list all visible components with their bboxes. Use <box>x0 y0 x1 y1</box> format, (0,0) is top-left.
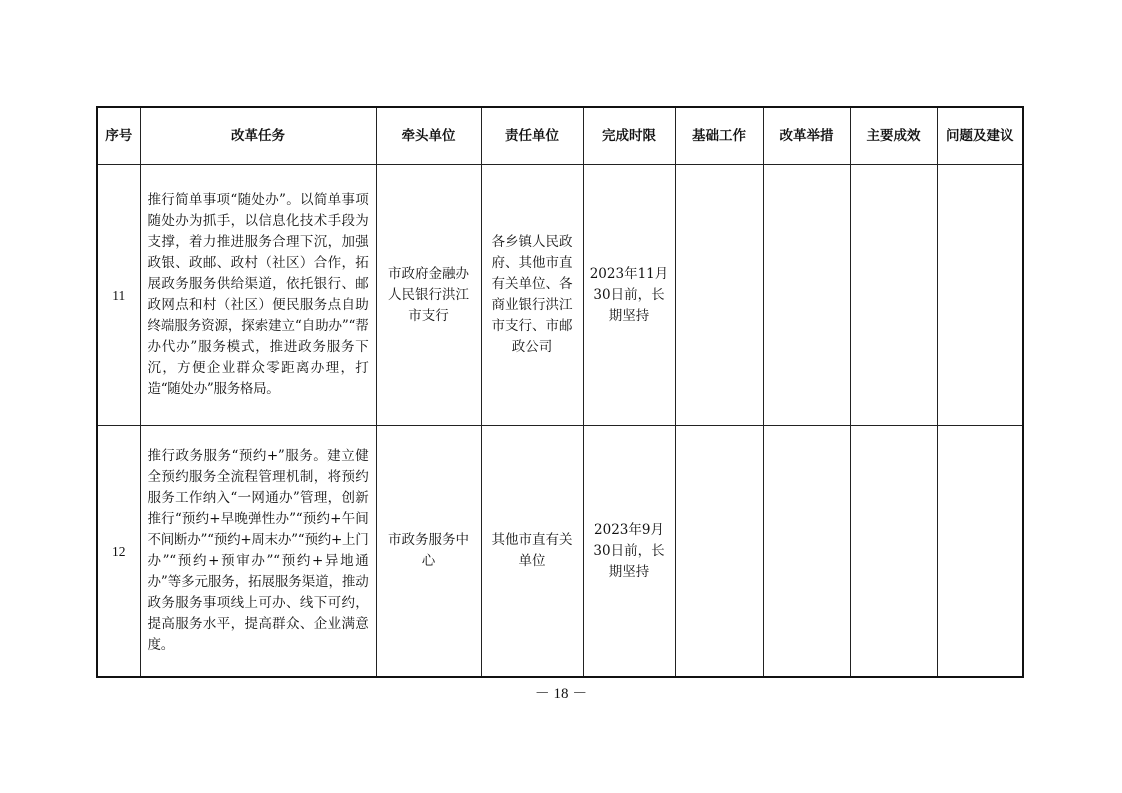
row-task: 推行政务服务“预约+”服务。建立健全预约服务全流程管理机制，将预约服务工作纳入“一网通办”管理，创新推行“预约+早晚弹性办”“预约+午间不间断办”“预约+周末办”“预约+上门办”“预约+预审办”“预约+异地通办”等多元服务，拓展服务渠道，推动政务服务事项线上可办、线下可约，提高服务水平，提高群众、企业满意度。 <box>140 426 376 678</box>
row-index: 11 <box>97 165 140 426</box>
row-task: 推行简单事项“随处办”。以简单事项随处办为抓手，以信息化技术手段为支撑，着力推进服务合理下沉，加强政银、政邮、政村（社区）合作，拓展政务服务供给渠道，依托银行、邮政网点和村（社区）便民服务点自助终端服务资源，探索建立“自助办”“帮办代办”服务模式，推进政务服务下沉，方便企业群众零距离办理，打造“随处办”服务格局。 <box>140 165 376 426</box>
header-lead-unit: 牵头单位 <box>376 107 481 165</box>
header-measures: 改革举措 <box>763 107 850 165</box>
row-responsible-unit: 其他市直有关单位 <box>481 426 583 678</box>
table-row <box>97 426 1023 678</box>
row-basic-work <box>675 426 763 678</box>
table-header-row <box>97 107 1023 165</box>
row-basic-work <box>675 165 763 426</box>
row-lead-unit: 市政府金融办人民银行洪江市支行 <box>376 165 481 426</box>
row-deadline: 2023年11月30日前，长期坚持 <box>583 165 675 426</box>
row-results <box>850 165 937 426</box>
row-suggestions <box>937 165 1023 426</box>
header-basic-work: 基础工作 <box>675 107 763 165</box>
header-index: 序号 <box>97 107 140 165</box>
row-measures <box>763 426 850 678</box>
header-responsible-unit: 责任单位 <box>481 107 583 165</box>
header-results: 主要成效 <box>850 107 937 165</box>
header-suggestions: 问题及建议 <box>937 107 1023 165</box>
row-measures <box>763 165 850 426</box>
table-row <box>97 165 1023 426</box>
row-index: 12 <box>97 426 140 678</box>
row-lead-unit: 市政务服务中心 <box>376 426 481 678</box>
row-suggestions <box>937 426 1023 678</box>
header-deadline: 完成时限 <box>583 107 675 165</box>
row-deadline: 2023年9月30日前，长期坚持 <box>583 426 675 678</box>
page-number: － 18 － <box>534 686 588 702</box>
header-task: 改革任务 <box>140 107 376 165</box>
row-results <box>850 426 937 678</box>
row-responsible-unit: 各乡镇人民政府、其他市直有关单位、各商业银行洪江市支行、市邮政公司 <box>481 165 583 426</box>
reform-task-table <box>96 106 1024 678</box>
